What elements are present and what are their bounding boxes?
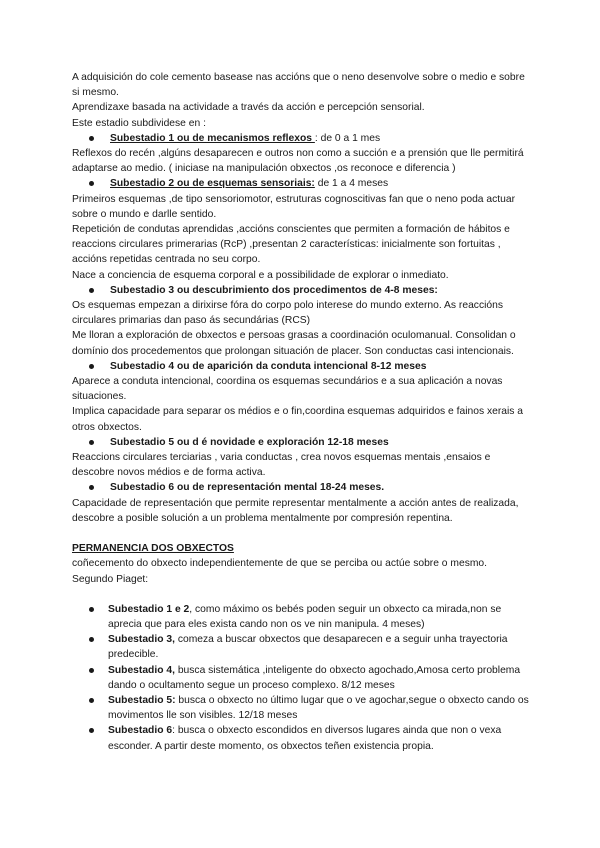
stage-heading (72, 131, 534, 146)
list-item-label: Subestadio 6 (108, 725, 173, 737)
stage-paragraph: Nace a conciencia de esquema corporal e a possibilidade de explorar o inmediato. (72, 269, 449, 281)
stage-paragraph: Reaccions circulares terciarias , varia conductas , crea novos esquemas mentais ,ensaios e descobre novos médios e de forma activa. (72, 452, 491, 479)
stage-paragraph: Primeiros esquemas ,de tipo sensoriomotor, estruturas cognoscitivas fan que o neno poda actuar sobre o mundo e darlle sentido. (72, 193, 516, 220)
list-item-label: Subestadio 4, (108, 664, 175, 676)
stage-heading (72, 359, 534, 374)
section-paragraph: Segundo Piaget: (72, 573, 149, 585)
stage-heading (72, 480, 534, 495)
stage-range: de 1 a 4 meses (314, 178, 389, 190)
stage-paragraph: Repetición de condutas aprendidas ,accións conscientes que permiten a formación de hábitos e reaccions circulares primerarias (RcP) ,presentan 2 características: inicialmente son fortuitas , accións repetidas centrada no seu corpo. (72, 224, 510, 266)
list-item-text: comeza a buscar obxectos que desaparecen e a seguir unha trayectoria predecible. (108, 634, 508, 661)
intro-paragraph: A adquisición do cole cemento basease nas accións que o neno desenvolve sobre o medio e sobre si mesmo. (72, 72, 525, 99)
bullet-icon (89, 637, 94, 642)
stage-heading (72, 435, 534, 450)
stage-title: Subestadio 2 ou de esquemas sensoriais: (110, 178, 315, 190)
section-paragraph: coñecemento do obxecto independientemente de que se perciba ou actúe sobre o mesmo. (72, 558, 488, 570)
stage-title: Subestadio 3 ou descubrimiento dos procedimentos de 4-8 meses: (110, 284, 438, 296)
list-item-text: busca sistemática ,inteligente do obxecto agochado,Amosa certo problema dando o ocultamento segue un proceso complexo. 8/12 meses (108, 664, 521, 691)
list-item (72, 632, 534, 662)
section-heading: PERMANENCIA DOS OBXECTOS (72, 543, 234, 555)
bullet-icon (89, 728, 94, 733)
list-item-label: Subestadio 3, (108, 634, 175, 646)
stage-title: Subestadio 6 ou de representación mental 18-24 meses. (110, 482, 385, 494)
stage-heading (72, 283, 534, 298)
intro-paragraph: Aprendizaxe basada na actividade a través da acción e percepción sensorial. (72, 102, 425, 114)
stage-title: Subestadio 4 ou de aparición da conduta intencional 8-12 meses (110, 360, 427, 372)
list-item-label: Subestadio 1 e 2 (108, 603, 190, 615)
list-item (72, 602, 534, 632)
bullet-icon (89, 288, 94, 293)
bullet-icon (89, 136, 94, 141)
spacer (72, 587, 534, 602)
stage-paragraph: Aparece a conduta intencional, coordina os esquemas secundários e a sua aplicación a novas situaciones. (72, 376, 503, 403)
stage-paragraph: Capacidade de representación que permite representar mentalmente a acción antes de realizada, descobre a posible solución a un problema mentalmente por compresión repentina. (72, 497, 519, 524)
list-item (72, 663, 534, 693)
bullet-icon (89, 364, 94, 369)
list-item (72, 693, 534, 723)
list-item-label: Subestadio 5: (108, 694, 176, 706)
bullet-icon (89, 668, 94, 673)
stage-paragraph: Reflexos do recén ,algúns desaparecen e outros non como a succión e a prensión que lle permitirá adaptarse ao medio. ( iniciase na manipulación obxectos ,os reconoce e diferencia ) (72, 148, 524, 175)
stage-paragraph: Implica capacidade para separar os médios e o fin,coordina esquemas adquiridos e fainos xerais a otros obxectos. (72, 406, 524, 433)
stage-heading (72, 176, 534, 191)
bullet-icon (89, 485, 94, 490)
stage-range: : de 0 a 1 mes (314, 132, 381, 144)
bullet-icon (89, 440, 94, 445)
stage-title: Subestadio 1 ou de mecanismos reflexos (110, 132, 315, 144)
stage-title: Subestadio 5 ou d é novidade e exploración 12-18 meses (110, 436, 389, 448)
stage-paragraph: Me lloran a exploración de obxectos e persoas grasas a coordinación oculomanual. Consolidan o domínio dos procedementos que prolongan situación de placer. Son conductas casi intencionais. (72, 330, 516, 357)
list-item (72, 723, 534, 753)
bullet-icon (89, 607, 94, 612)
intro-paragraph: Este estadio subdividese en : (72, 117, 206, 129)
stage-paragraph: Os esquemas empezan a dirixirse fóra do corpo polo interese do mundo externo. As reaccións circulares primarias dan paso ás secundárias (RCS) (72, 300, 503, 327)
bullet-icon (89, 698, 94, 703)
list-item-text: , como máximo os bebés poden seguir un obxecto ca mirada,non se aprecia que para eles exista cando non os ve nin manipula. 4 meses) (108, 603, 502, 630)
bullet-icon (89, 181, 94, 186)
list-item-text: : busca o obxecto escondidos en diversos lugares ainda que non o vexa esconder. A partir deste momento, os obxectos teñen existencia propia. (108, 725, 502, 752)
list-item-text: busca o obxecto no último lugar que o ve agochar,segue o obxecto cando os movimentos lle son visibles. 12/18 meses (108, 694, 529, 722)
document-body (72, 70, 534, 754)
